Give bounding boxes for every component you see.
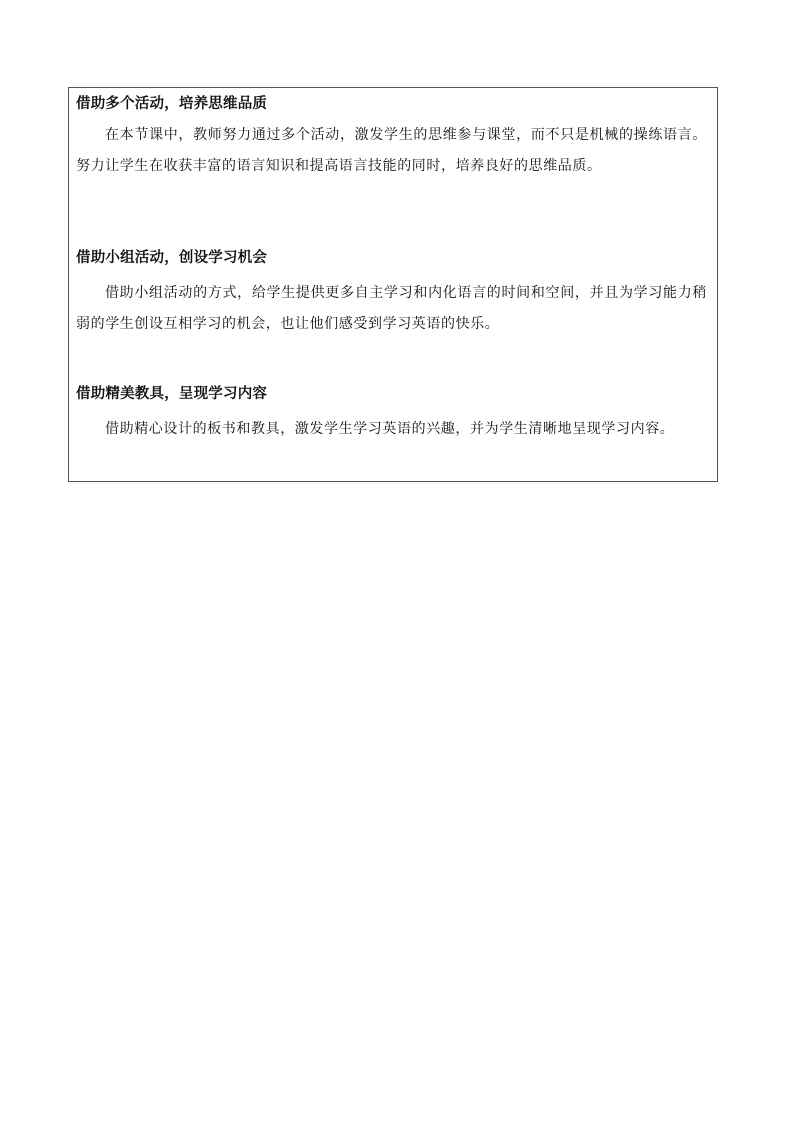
- section-paragraph: 借助精心设计的板书和教具，激发学生学习英语的兴趣，并为学生清晰地呈现学习内容。: [105, 421, 675, 437]
- section-heading: 借助多个活动，培养思维品质: [76, 96, 268, 112]
- section-teaching-aids: [76, 384, 707, 445]
- section-thinking-quality: [76, 94, 707, 182]
- section-heading: 借助精美教具，呈现学习内容: [76, 386, 268, 402]
- section-heading: 借助小组活动，创设学习机会: [76, 250, 268, 266]
- section-paragraph: 借助小组活动的方式，给学生提供更多自主学习和内化语言的时间和空间，并且为学习能力稍弱的学生创设互相学习的机会，也让他们感受到学习英语的快乐。: [76, 285, 707, 332]
- section-paragraph: 在本节课中，教师努力通过多个活动，激发学生的思维参与课堂，而不只是机械的操练语言。努力让学生在收获丰富的语言知识和提高语言技能的同时，培养良好的思维品质。: [76, 127, 707, 174]
- reflection-table-cell: [68, 87, 718, 482]
- section-group-activity: [76, 248, 707, 340]
